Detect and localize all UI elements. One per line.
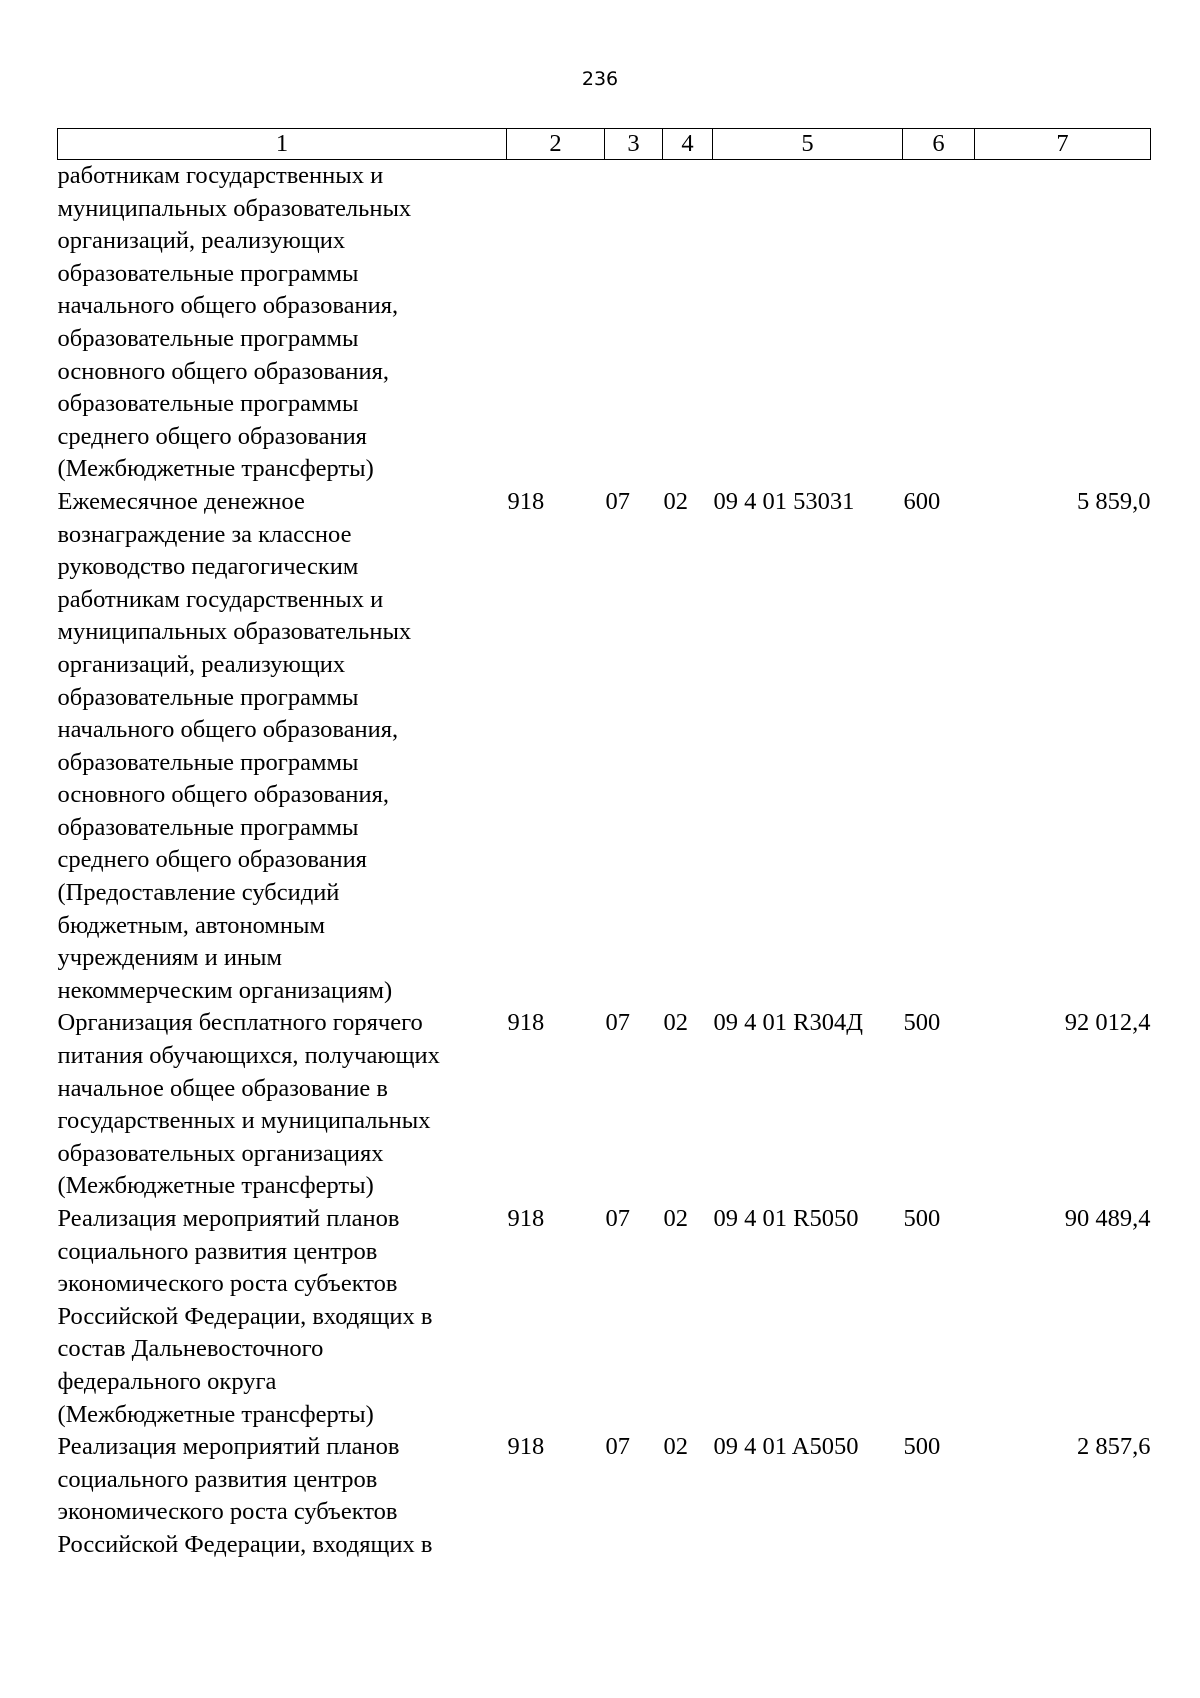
description-line: муниципальных образовательных: [57, 194, 412, 222]
description-line: государственных и муниципальных: [57, 1107, 431, 1135]
cell-sum: [975, 160, 1151, 486]
description-line: (Межбюджетные трансферты): [57, 1400, 374, 1428]
description-line: Реализация мероприятий планов: [57, 1433, 400, 1461]
description-line: среднего общего образования: [57, 422, 367, 450]
cell-ved: [507, 160, 605, 486]
table-header: [58, 129, 1151, 160]
description-line: начального общего образования,: [57, 292, 399, 320]
description-line: Ежемесячное денежное: [57, 487, 305, 515]
cell-rz: 07: [605, 487, 630, 515]
description-line: вознаграждение за классное: [57, 520, 352, 548]
cell-ved: 918: [507, 1205, 545, 1232]
table-body: [58, 160, 1151, 1562]
description-line: некоммерческим организациям): [57, 976, 393, 1004]
description-line: учреждениям и иным: [57, 944, 283, 972]
table-row: [58, 486, 1151, 1008]
header-col-4: 4: [663, 129, 713, 160]
description-line: экономического роста субъектов: [57, 1270, 398, 1298]
header-col-3: 3: [605, 129, 663, 160]
cell-sum: 92 012,4: [1064, 1009, 1151, 1037]
cell-rz: 07: [605, 1205, 630, 1232]
description-line: социального развития центров: [57, 1237, 378, 1265]
cell-ved: 918: [507, 1009, 545, 1037]
description-line: руководство педагогическим: [57, 553, 359, 581]
description-line: образовательные программы: [57, 390, 359, 418]
cell-sum: 90 489,4: [1064, 1205, 1151, 1232]
header-col-7: 7: [975, 129, 1151, 160]
description-line: Российской Федерации, входящих в: [57, 1530, 433, 1558]
cell-csr: [713, 160, 903, 486]
cell-description: [58, 1431, 507, 1561]
description-line: образовательные программы: [57, 259, 359, 287]
cell-vr: 500: [903, 1205, 941, 1232]
cell-description: [58, 486, 507, 1008]
description-line: федерального округа: [57, 1367, 277, 1395]
description-line: (Межбюджетные трансферты): [57, 455, 374, 483]
description-line: питания обучающихся, получающих: [57, 1042, 440, 1070]
cell-vr: 600: [903, 487, 941, 515]
description-line: образовательные программы: [57, 683, 359, 711]
table-row: [58, 1203, 1151, 1431]
header-col-2: 2: [507, 129, 605, 160]
description-line: образовательных организациях: [57, 1139, 384, 1167]
description-line: Российской Федерации, входящих в: [57, 1302, 433, 1330]
description-line: начального общего образования,: [57, 716, 399, 744]
description-line: основного общего образования,: [57, 357, 389, 385]
cell-rz: 07: [605, 1433, 630, 1461]
table-row: [58, 1431, 1151, 1561]
description-line: образовательные программы: [57, 324, 359, 352]
cell-ved: 918: [507, 487, 545, 515]
cell-csr: 09 4 01 53031: [713, 487, 855, 515]
description-line: основного общего образования,: [57, 781, 389, 809]
header-col-5: 5: [713, 129, 903, 160]
cell-ved: 918: [507, 1433, 545, 1461]
cell-csr: 09 4 01 R5050: [713, 1205, 859, 1232]
description-line: организаций, реализующих: [57, 227, 346, 255]
cell-sum: 2 857,6: [1077, 1433, 1151, 1461]
header-col-1: 1: [58, 129, 507, 160]
description-line: организаций, реализующих: [57, 650, 346, 678]
cell-csr: 09 4 01 A5050: [713, 1433, 859, 1461]
header-row: [58, 129, 1151, 160]
cell-vr: [903, 160, 975, 486]
table-row: [58, 160, 1151, 486]
cell-pr: 02: [663, 1009, 688, 1037]
budget-table: [57, 128, 1151, 1562]
cell-vr: 500: [903, 1009, 941, 1037]
header-col-6: 6: [903, 129, 975, 160]
cell-csr: 09 4 01 R304Д: [713, 1009, 863, 1037]
cell-pr: 02: [663, 1205, 688, 1232]
description-line: образовательные программы: [57, 813, 359, 841]
table-row: [58, 1007, 1151, 1203]
page-number: 236: [581, 68, 619, 90]
description-line: (Предоставление субсидий: [57, 879, 340, 907]
description-line: муниципальных образовательных: [57, 618, 412, 646]
cell-description: [58, 1203, 507, 1431]
description-line: Реализация мероприятий планов: [57, 1205, 400, 1232]
description-line: образовательные программы: [57, 748, 359, 776]
cell-rz: 07: [605, 1009, 630, 1037]
cell-pr: [663, 160, 713, 486]
description-line: состав Дальневосточного: [57, 1335, 324, 1363]
cell-description: [58, 1007, 507, 1203]
description-line: социального развития центров: [57, 1465, 378, 1493]
description-line: работникам государственных и: [57, 585, 384, 613]
description-line: начальное общее образование в: [57, 1074, 388, 1102]
description-line: работникам государственных и: [57, 162, 384, 189]
cell-rz: [605, 160, 663, 486]
cell-pr: 02: [663, 1433, 688, 1461]
cell-description: [58, 160, 507, 486]
cell-sum: 5 859,0: [1077, 487, 1151, 515]
description-line: среднего общего образования: [57, 846, 367, 874]
description-line: экономического роста субъектов: [57, 1498, 398, 1526]
cell-vr: 500: [903, 1433, 941, 1461]
description-line: бюджетным, автономным: [57, 911, 325, 939]
description-line: Организация бесплатного горячего: [57, 1009, 423, 1037]
description-line: (Межбюджетные трансферты): [57, 1172, 374, 1200]
cell-pr: 02: [663, 487, 688, 515]
